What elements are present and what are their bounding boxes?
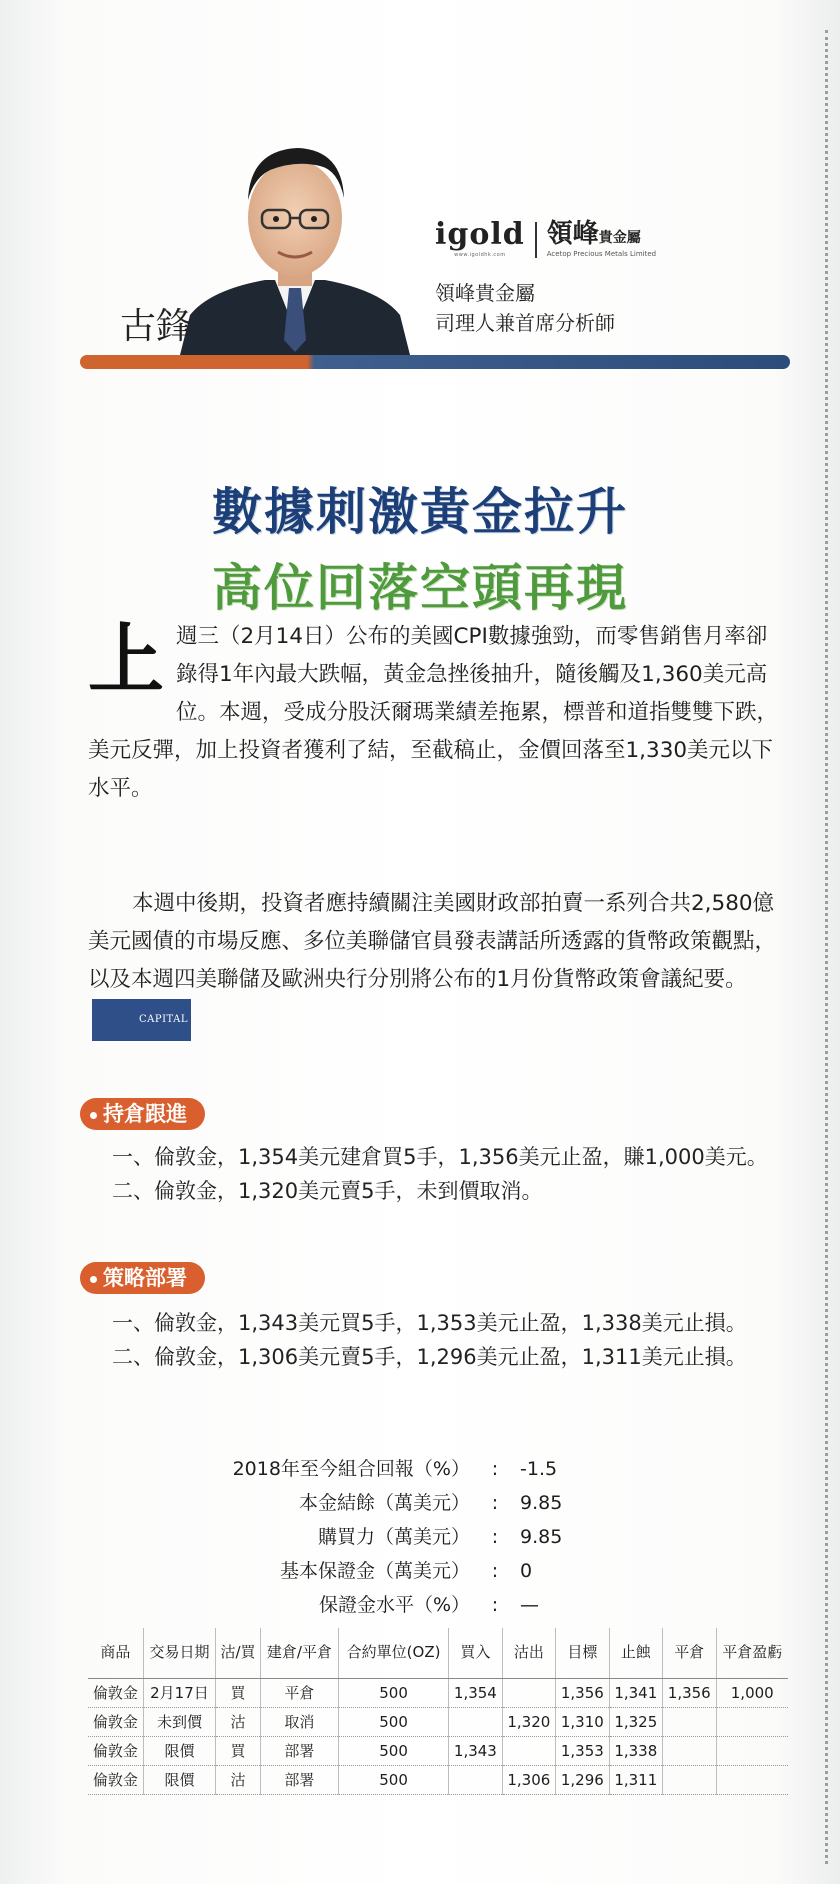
portfolio-summary [180, 1452, 600, 1622]
table-cell: 1,310 [556, 1707, 609, 1736]
table-cell [716, 1765, 788, 1794]
table-cell: 2月17日 [143, 1678, 216, 1707]
capital-end-mark: CAPITAL [92, 999, 191, 1041]
drop-cap: 上 [88, 615, 164, 704]
table-cell: 1,356 [556, 1678, 609, 1707]
author-title: 司理人兼首席分析師 [435, 311, 615, 335]
summary-label: 2018年至今組合回報（%） [232, 1458, 470, 1480]
table-cell: 沽 [216, 1707, 261, 1736]
table-header-row [88, 1628, 788, 1678]
table-row [88, 1678, 788, 1707]
strategy-tag-label: 策略部署 [103, 1266, 187, 1290]
table-cell: 1,353 [556, 1736, 609, 1765]
strategy-list [112, 1306, 792, 1374]
table-cell: 沽 [216, 1765, 261, 1794]
table-cell: 1,341 [609, 1678, 662, 1707]
table-cell: 買 [216, 1678, 261, 1707]
summary-row [180, 1452, 600, 1486]
table-cell: 買 [216, 1736, 261, 1765]
summary-value: 9.85 [520, 1526, 563, 1548]
table-cell: 1,343 [449, 1736, 502, 1765]
table-cell: 1,000 [716, 1678, 788, 1707]
table-cell [716, 1707, 788, 1736]
section-tag-positions [80, 1098, 205, 1130]
table-cell [502, 1678, 555, 1707]
author-company: 領峰貴金屬 [435, 281, 535, 305]
table-cell: 500 [339, 1736, 449, 1765]
logo-en-name: Acetop Precious Metals Limited [546, 250, 657, 258]
list-item: 二、倫敦金，1,320美元賣5手，未到價取消。 [112, 1179, 543, 1203]
table-cell: 限價 [143, 1765, 216, 1794]
logo-cn-suffix: 貴金屬 [598, 230, 641, 246]
headline-line-1: 數據刺激黃金拉升 [212, 483, 628, 541]
list-item: 一、倫敦金，1,354美元建倉買5手，1,356美元止盈，賺1,000美元。 [112, 1145, 768, 1169]
summary-colon: : [491, 1492, 499, 1514]
summary-label: 本金結餘（萬美元） [298, 1492, 470, 1514]
summary-value: -1.5 [520, 1458, 558, 1480]
table-header-cell: 建倉/平倉 [260, 1628, 338, 1678]
table-cell: 平倉 [260, 1678, 338, 1707]
table-cell: 500 [339, 1678, 449, 1707]
summary-colon: : [491, 1560, 499, 1582]
igold-wordmark: igold [435, 217, 525, 252]
table-cell: 限價 [143, 1736, 216, 1765]
table-row [88, 1707, 788, 1736]
table-cell: 1,325 [609, 1707, 662, 1736]
table-cell: 部署 [260, 1765, 338, 1794]
table-cell [449, 1765, 502, 1794]
summary-colon: : [491, 1594, 499, 1616]
summary-colon: : [491, 1458, 499, 1480]
list-item: 二、倫敦金，1,306美元賣5手，1,296美元止盈，1,311美元止損。 [112, 1345, 747, 1369]
author-name: 古鋒 [120, 306, 193, 347]
summary-label: 基本保證金（萬美元） [279, 1560, 470, 1582]
body-paragraph-2 [88, 885, 788, 1041]
header-divider-bar [80, 355, 790, 369]
table-header-cell: 目標 [556, 1628, 609, 1678]
summary-row [180, 1486, 600, 1520]
logo-cn-name: 領峰 [546, 219, 599, 249]
author-portrait [170, 130, 420, 355]
section-tag-strategy [80, 1262, 205, 1294]
body-paragraph-1 [88, 615, 788, 808]
binding-edge [825, 30, 828, 1864]
table-cell: 倫敦金 [88, 1765, 143, 1794]
table-header-cell: 交易日期 [143, 1628, 216, 1678]
paragraph-1-text: 週三（2月14日）公布的美國CPI數據強勁，而零售銷售月率卻錄得1年內最大跌幅，黃金急挫後抽升，隨後觸及1,360美元高位。本週，受成分股沃爾瑪業績差拖累，標普和道指雙雙下跌，美元反彈，加上投資者獲利了結，至截稿止，金價回落至1,330美元以下水平。 [88, 624, 779, 801]
summary-value: 0 [520, 1560, 533, 1582]
table-header-cell: 止蝕 [609, 1628, 662, 1678]
table-cell: 部署 [260, 1736, 338, 1765]
table-cell [663, 1736, 716, 1765]
summary-value: 9.85 [520, 1492, 563, 1514]
table-cell [449, 1707, 502, 1736]
table-cell [716, 1736, 788, 1765]
table-cell: 取消 [260, 1707, 338, 1736]
summary-label: 購買力（萬美元） [317, 1526, 470, 1548]
table-cell: 倫敦金 [88, 1707, 143, 1736]
summary-row [180, 1520, 600, 1554]
list-item: 一、倫敦金，1,343美元買5手，1,353美元止盈，1,338美元止損。 [112, 1311, 747, 1335]
table-row [88, 1765, 788, 1794]
table-header-cell: 沽/買 [216, 1628, 261, 1678]
table-cell [663, 1765, 716, 1794]
summary-row [180, 1554, 600, 1588]
table-cell: 500 [339, 1707, 449, 1736]
table-header-cell: 合約單位(OZ) [339, 1628, 449, 1678]
table-cell: 500 [339, 1765, 449, 1794]
columnist-header [80, 100, 790, 380]
igold-logo [435, 217, 525, 258]
table-cell: 1,306 [502, 1765, 555, 1794]
headline-line-2: 高位回落空頭再現 [212, 559, 628, 617]
table-cell: 1,296 [556, 1765, 609, 1794]
summary-value: — [520, 1594, 539, 1616]
table-cell [663, 1707, 716, 1736]
table-cell [502, 1736, 555, 1765]
logo-divider [535, 222, 537, 258]
logo-chinese [547, 221, 656, 258]
paragraph-2-text: 本週中後期，投資者應持續關注美國財政部拍賣一系列合共2,580億美元國債的市場反應、多位美聯儲官員發表講話所透露的貨幣政策觀點，以及本週四美聯儲及歐洲央行分別將公布的1月份貨幣政策會議紀要。 [88, 891, 777, 992]
company-logo [435, 217, 657, 258]
summary-colon: : [491, 1526, 499, 1548]
summary-row [180, 1588, 600, 1622]
bullet-dot-icon [90, 1276, 97, 1283]
table-header-cell: 買入 [449, 1628, 502, 1678]
table-header-cell: 平倉 [663, 1628, 716, 1678]
table-cell: 倫敦金 [88, 1736, 143, 1765]
summary-label: 保證金水平（%） [318, 1594, 470, 1616]
table-cell: 倫敦金 [88, 1678, 143, 1707]
table-cell: 1,320 [502, 1707, 555, 1736]
trade-table [88, 1628, 788, 1795]
table-cell: 1,354 [449, 1678, 502, 1707]
table-cell: 1,356 [663, 1678, 716, 1707]
positions-tag-label: 持倉跟進 [103, 1102, 187, 1126]
table-row [88, 1736, 788, 1765]
table-header-cell: 沽出 [502, 1628, 555, 1678]
igold-url: www.igoldhk.com [454, 252, 506, 258]
table-header-cell: 商品 [88, 1628, 143, 1678]
bullet-dot-icon [90, 1112, 97, 1119]
table-header-cell: 平倉盈虧 [716, 1628, 788, 1678]
author-info [435, 278, 615, 338]
table-cell: 未到價 [143, 1707, 216, 1736]
table-cell: 1,338 [609, 1736, 662, 1765]
table-cell: 1,311 [609, 1765, 662, 1794]
positions-list [112, 1140, 792, 1208]
